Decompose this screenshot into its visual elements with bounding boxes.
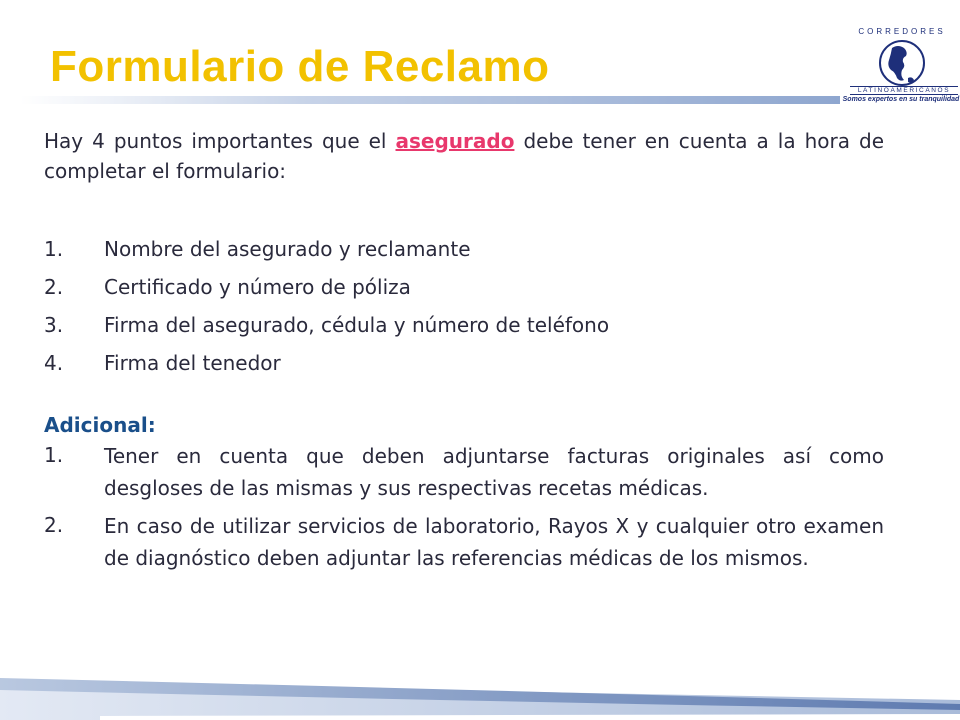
logo-arc-text: CORREDORES xyxy=(858,27,946,36)
list-item xyxy=(44,510,884,574)
logo-tagline: Somos expertos en su tranquilidad xyxy=(842,96,960,103)
slide-content xyxy=(44,126,884,580)
list-number: 2. xyxy=(44,275,64,299)
main-points-list xyxy=(44,234,884,378)
list-item xyxy=(44,310,884,340)
list-number: 3. xyxy=(44,313,64,337)
globe-americas-icon xyxy=(880,41,924,85)
list-number: 2. xyxy=(44,513,64,537)
list-item xyxy=(44,440,884,504)
list-number: 1. xyxy=(44,237,64,261)
list-text: Firma del asegurado, cédula y número de teléfono xyxy=(104,313,610,337)
list-item xyxy=(44,234,884,264)
logo-band-text: LATINOAMERICANOS xyxy=(850,86,958,95)
list-text: Nombre del asegurado y reclamante xyxy=(104,237,471,261)
list-text: En caso de utilizar servicios de laboratorio, Rayos X y cualquier otro examen de diagnóstico deben adjuntar las referencias médicas de los mismos. xyxy=(104,514,884,570)
list-item xyxy=(44,272,884,302)
footer-swoosh-decoration xyxy=(0,660,960,720)
list-item xyxy=(44,348,884,378)
intro-text-start: Hay 4 puntos importantes que el xyxy=(44,129,396,153)
additional-points-list xyxy=(44,440,884,574)
slide-title: Formulario de Reclamo xyxy=(50,42,550,91)
list-text: Tener en cuenta que deben adjuntarse facturas originales así como desgloses de las mismas y sus respectivas recetas médicas. xyxy=(104,444,884,500)
intro-paragraph xyxy=(44,126,884,186)
list-text: Certificado y número de póliza xyxy=(104,275,411,299)
list-number: 1. xyxy=(44,443,64,467)
list-number: 4. xyxy=(44,351,64,375)
additional-heading: Adicional: xyxy=(44,413,156,437)
intro-text-end: debe tener en cuenta a la hora de completar el formulario: xyxy=(44,129,884,183)
list-text: Firma del tenedor xyxy=(104,351,281,375)
highlight-link-asegurado[interactable]: asegurado xyxy=(395,129,515,153)
title-underline-bar xyxy=(20,96,840,104)
